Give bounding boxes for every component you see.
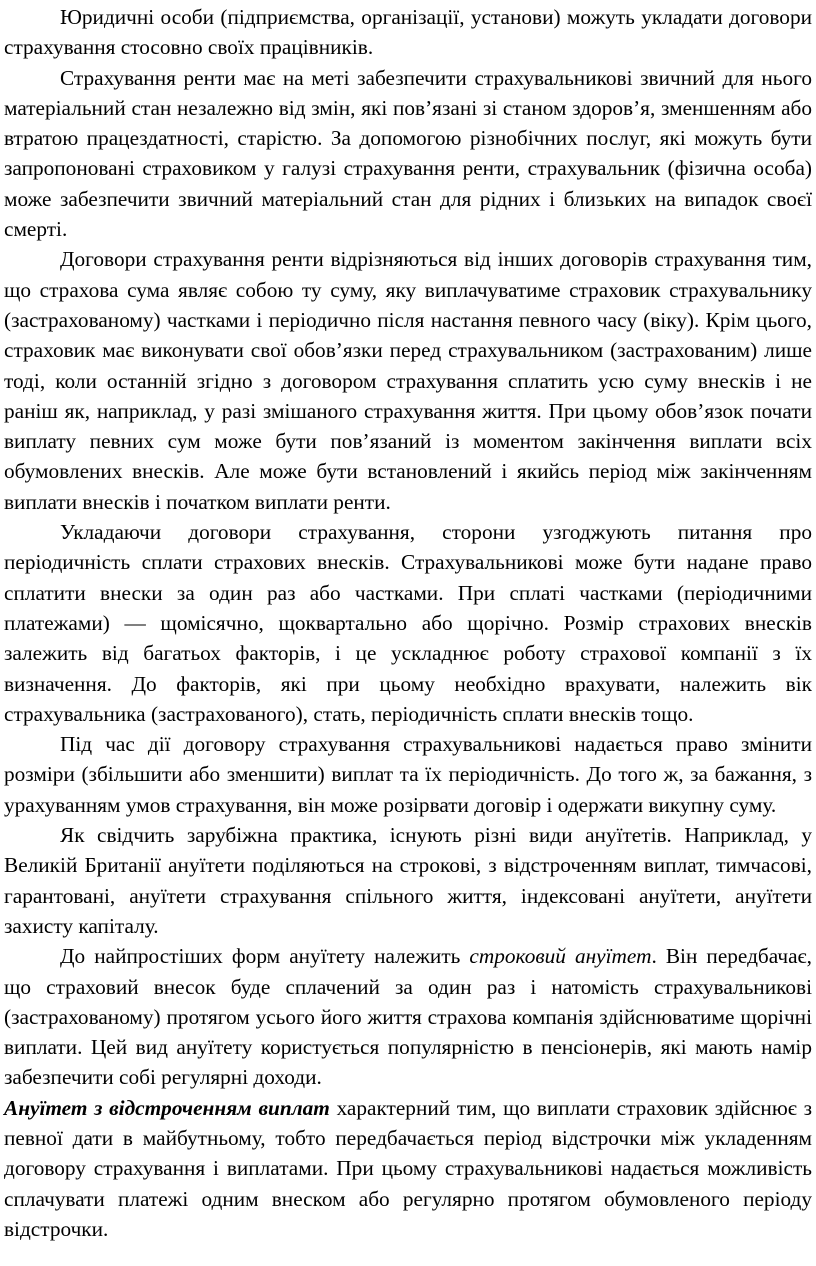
term-annuity-term: строковий ануїтет bbox=[469, 944, 652, 969]
paragraph-premium-periodicity: Укладаючи договори страхування, сторони узгоджують питання про періодичність сплати страхових внесків. Страхувальникові може бути надане право сплатити внески за один раз або частками. При сплаті частками (періодичними платежами) — щомісячно, щоквартально або щорічно. Розмір страхових внесків залежить від багатьох факторів, і це ускладнює роботу страхової компанії з їх визначення. До факторів, які при цьому необхідно врахувати, належить вік страхувальника (застрахованого), стать, періодичність сплати внесків тощо. bbox=[4, 520, 812, 726]
paragraph-legal-entities: Юридичні особи (підприємства, організації, установи) можуть укладати договори страхування стосовно своїх працівників. bbox=[4, 5, 812, 60]
paragraph-term-annuity bbox=[4, 941, 812, 1092]
deferred-annuity-term: Ануїтет з відстроченням виплат bbox=[4, 1095, 330, 1120]
deferred-annuity-text: характерний тим, що виплати страховик здійснює з певної дати в майбутньому, тобто передбачається період відстрочки між укладенням договору страхування і виплатами. При цьому страхувальникові надається можливість сплачувати платежі одним внеском або регулярно протягом обумовленого періоду відстрочки. bbox=[4, 1095, 813, 1241]
paragraph-contract-changes: Під час дії договору страхування страхувальникові надається право змінити розміри (збільшити або зменшити) виплат та їх періодичність. До того ж, за бажання, з урахуванням умов страхування, він може розірвати договір і одержати викупну суму. bbox=[4, 732, 812, 817]
paragraph-annuity-purpose: Страхування ренти має на меті забезпечити страхувальникові звичний для нього матеріальний стан незалежно від змін, які пов’язані зі станом здоров’я, зменшенням або втратою працездатності, старістю. За допомогою різнобічних послуг, які можуть бути запропоновані страховиком у галузі страхування ренти, страхувальник (фізична особа) може забезпечити звичний матеріальний стан для рідних і близьких на випадок своєї смерті. bbox=[4, 65, 812, 242]
term-annuity-intro: До найпростіших форм ануїтету належить bbox=[60, 944, 470, 969]
term-annuity-text: . Він передбачає, що страховий внесок буде сплачений за один раз і натомість страхувальникові (застрахованому) протягом усього його життя страхова компанія здійснюватиме щорічні виплати. Цей вид ануїтету користується популярністю в пенсіонерів, які мають намір забезпечити собі регулярні доходи. bbox=[4, 944, 812, 1090]
paragraph-annuity-contracts: Договори страхування ренти відрізняються від інших договорів страхування тим, що страхова сума являє собою ту суму, яку виплачуватиме страховик страхувальнику (застрахованому) частками і періодично після настання певного часу (віку). Крім цього, страховик має виконувати свої обов’язки перед страхувальником (застрахованим) лише тоді, коли останній згідно з договором страхування сплатить усю суму внесків і не раніш як, наприклад, у разі змішаного страхування життя. При цьому обов’язок почати виплату певних сум може бути пов’язаний із моментом закінчення виплати всіх обумовлених внесків. Але може бути встановлений і якийсь період між закінченням виплати внесків і початком виплати ренти. bbox=[4, 247, 812, 514]
paragraph-deferred-annuity bbox=[4, 1093, 812, 1244]
paragraph-annuity-types: Як свідчить зарубіжна практика, існують різні види ануїтетів. Наприклад, у Великій Британії ануїтети поділяються на строкові, з відстроченням виплат, тимчасові, гарантовані, ануїтети страхування спільного життя, індексовані ануїтети, ануїтети захисту капіталу. bbox=[4, 823, 812, 938]
